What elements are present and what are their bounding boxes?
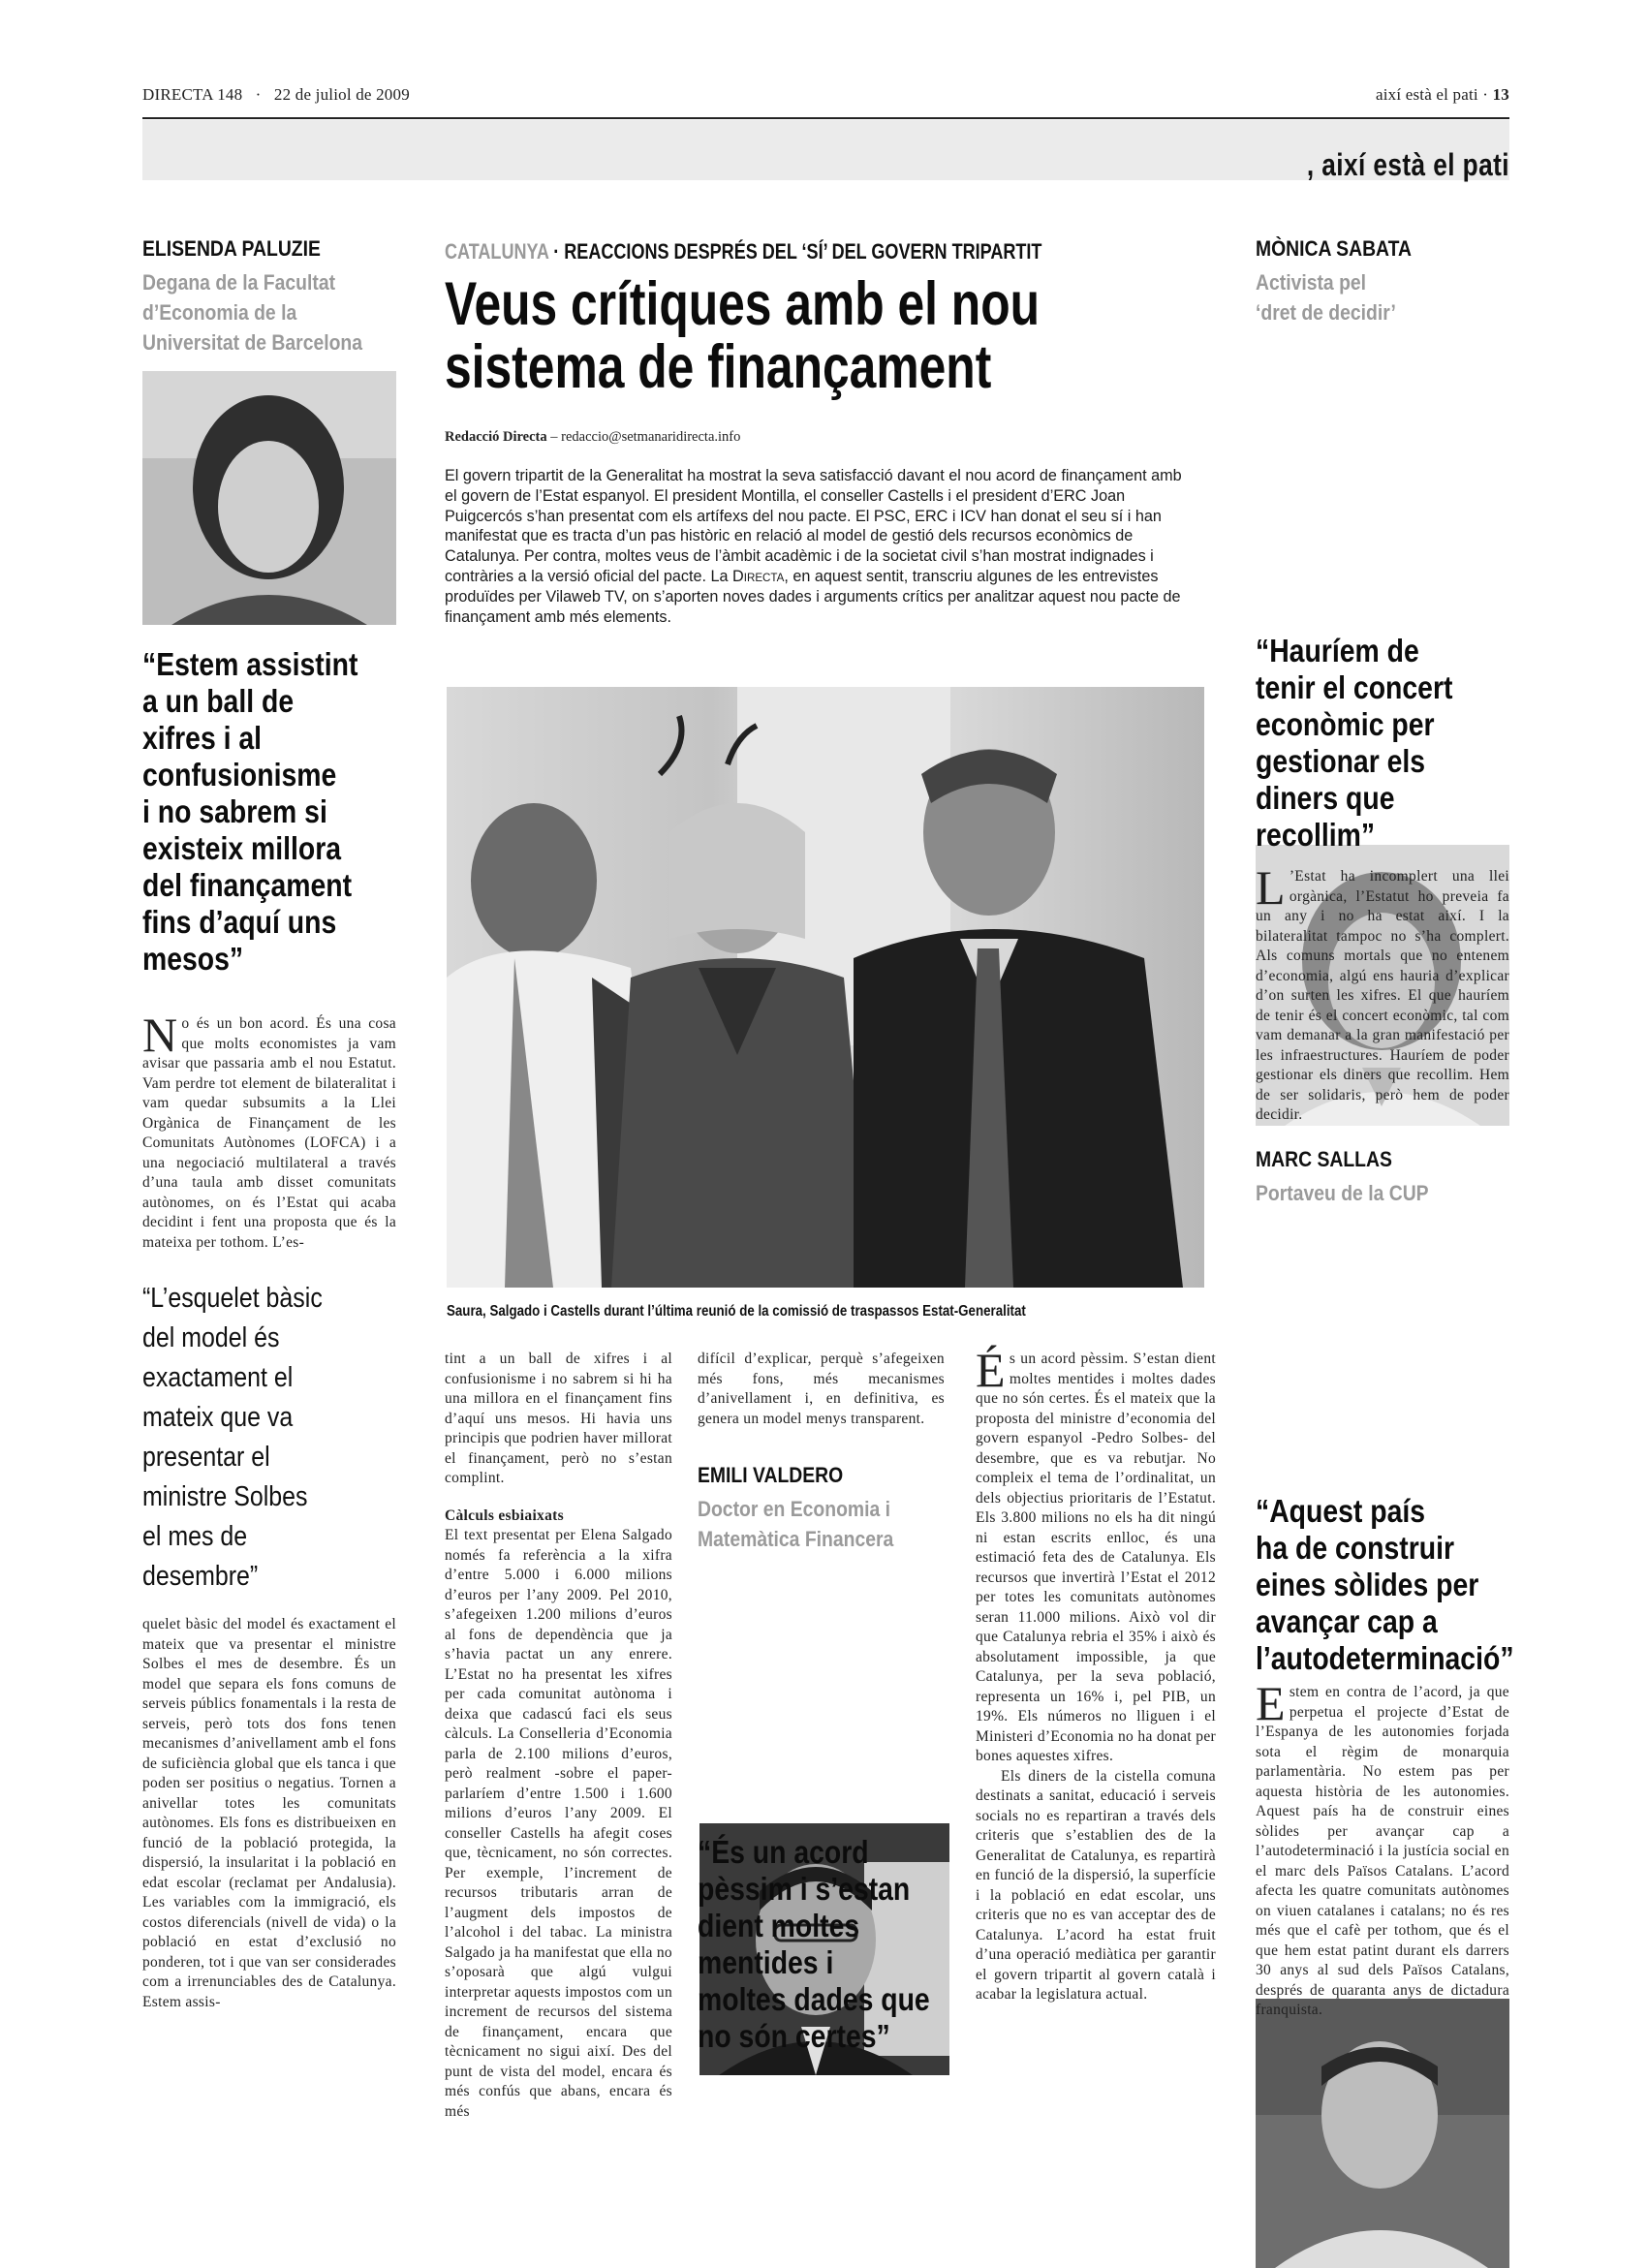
quote-line: “És un acord: [698, 1834, 869, 1870]
drop-cap: N: [142, 1008, 178, 1062]
header-rule: [142, 117, 1509, 119]
quote-line: pèssim i s’estan: [698, 1871, 911, 1907]
body-text: ’Estat ha incomplert una llei orgànica, l’Estatut ho preveia fa un any i no ha estat així. I la bilateralitat tampoc no s’ha complert. Als comuns mortals que no entenem d’economia, algú ens hauria d’explicar d’on surten les xifres. El que hauríem de tenir és el concert econòmic, tal com vam demanar a la gran manifestació per les infraestructures. Hauríem de poder gestionar els diners que recollim. Hem de ser solidaris, però hem de poder decidir.: [1256, 868, 1509, 1123]
headline-line: sistema de finançament: [445, 333, 992, 401]
quote-line: “Hauríem de: [1256, 633, 1419, 668]
body-text: Els diners de la cistella comuna destinats a sanitat, educació i serveis socials no es repartiran a través dels criteris que s’establien des de la Generalitat de Catalunya, es repartirà en funció de la dispersió, la superfície i la població en edat escolar, uns criteris que no es van acceptar des de Catalunya. L’acord ha estat fruit d’una operació mediàtica per garantir el govern tripartit al govern català i acabar la legislatura actual.: [976, 1767, 1216, 2003]
interviewee-name: EMILI VALDERO: [698, 1463, 844, 1487]
headline-line: Veus crítiques amb el nou: [445, 270, 1041, 338]
kicker-region: CATALUNYA: [445, 239, 549, 264]
interviewee-role: [142, 267, 366, 357]
quote-line: existeix millora: [142, 830, 342, 866]
quote-line: mentides i: [698, 1944, 834, 1980]
pull-quote-sabata: [1256, 633, 1474, 854]
publication-issue: DIRECTA 148: [142, 85, 243, 104]
body-paluzie-3: [445, 1350, 672, 2122]
photo-three-politicians: [447, 687, 1204, 1288]
quote-line: “Estem assistint: [142, 646, 358, 682]
quote-line: avançar cap a: [1256, 1603, 1438, 1639]
body-paluzie-4: [698, 1350, 945, 1429]
quote-line: dient moltes: [698, 1908, 860, 1943]
role-line: Portaveu de la CUP: [1256, 1181, 1429, 1205]
drop-cap: É: [976, 1343, 1006, 1397]
quote-line: del finançament: [142, 867, 353, 903]
interview-valdero: [698, 1463, 945, 1554]
quote-line: “L’esquelet bàsic: [142, 1283, 323, 1314]
quote-line: ha de construir: [1256, 1530, 1455, 1566]
lead-text: El govern tripartit de la Generalitat ha mostrat la seva satisfacció davant el nou acord de finançament amb el govern de l’Estat espanyol. El president Montilla, el conseller Castells i el president d’ERC Joan Puigcercós s’han presentat com els artífexs del nou pacte. El PSC, ERC i ICV han donat el seu sí i han manifestat que es tracta d’un pas històric en relació al model de gestió dels recursos econòmics de Catalunya. Per contra, moltes veus de l’àmbit acadèmic i de la societat civil s’han mostrat indignades i contràries a la versió oficial del pacte. La: [445, 466, 1182, 585]
photo-caption: Saura, Salgado i Castells durant l’última reunió de la comissió de traspassos Estat-Generalitat: [447, 1303, 1026, 1320]
interview-paluzie: [142, 236, 396, 357]
interviewee-name: ELISENDA PALUZIE: [142, 236, 321, 261]
body-paluzie-2: [142, 1615, 396, 2012]
portrait-image: [142, 371, 396, 625]
quote-line: xifres i al: [142, 720, 263, 756]
quote-line: no són certes”: [698, 2018, 890, 2054]
interviewee-role: [1256, 1178, 1479, 1208]
quote-line: a un ball de: [142, 683, 295, 719]
pull-quote-paluzie: [142, 646, 360, 978]
byline: [445, 429, 740, 446]
role-line: Doctor en Economia i: [698, 1497, 891, 1521]
section-title: , així està el pati: [1306, 147, 1509, 182]
body-text: stem en contra de l’acord, ja que perpetua el projecte d’Estat de l’Espanya de les autonomies forjada sota el règim de monarquia parlamentària. No estem pas per aquesta història de les autonomies. Aquest país ha de construir eines sòlides per avançar cap a l’autodeterminació i la justícia social en el marc dels Països Catalans. L’acord afecta les quatre comunitats autònomes on viuen catalanes i catalans; no és res més que el cafè per tothom, que és el que hem estat patint durant els darrers 30 anys al sud dels Països Catalans, després de quaranta anys de dictadura franquista.: [1256, 1684, 1509, 2018]
role-line: Matemàtica Financera: [698, 1527, 894, 1551]
portrait-image: [1256, 1999, 1509, 2268]
kicker-separator: ·: [548, 239, 565, 264]
lead-paragraph: [445, 466, 1193, 627]
interviewee-name: MARC SALLAS: [1256, 1147, 1392, 1171]
body-text: o és un bon acord. És una cosa que molts economistes ja vam avisar que passaria amb el nou Estatut. Vam perdre tot element de bilateralitat i vam quedar subsumits a la Llei Orgànica de Finançament de les Comunitats Autònomes (LOFCA) i a una negociació multilateral a través d’una taula amb disset comunitats autònomes, on és l’Estat qui acaba decidint i fent una proposta que és la mateixa per tothom. L’es-: [142, 1015, 396, 1251]
role-line: d’Economia de la: [142, 300, 297, 325]
publication-name: Directa: [732, 566, 785, 585]
pull-quote-valdero: [698, 1834, 930, 2055]
body-valdero: [976, 1343, 1216, 2005]
quote-line: mateix que va: [142, 1402, 294, 1433]
folio-right: [1376, 85, 1509, 105]
folio-separator: ·: [255, 85, 262, 104]
quote-line: l’autodeterminació”: [1256, 1640, 1514, 1676]
quote-line: exactament el: [142, 1362, 294, 1393]
issue-date: 22 de juliol de 2009: [273, 85, 410, 104]
page-number: 13: [1492, 85, 1509, 104]
interview-sabata: [1256, 236, 1509, 327]
quote-line: moltes dades que: [698, 1981, 930, 2017]
quote-line: “Aquest país: [1256, 1493, 1426, 1529]
interviewee-role: [698, 1494, 915, 1554]
quote-line: gestionar els: [1256, 743, 1426, 779]
quote-line: recollim”: [1256, 817, 1376, 853]
section-band: [142, 120, 1509, 180]
role-line: Degana de la Facultat: [142, 270, 336, 295]
byline-email[interactable]: – redaccio@setmanaridirecta.info: [546, 429, 741, 445]
interview-sallas: [1256, 1147, 1509, 1208]
body-sallas: [1256, 1676, 1509, 2021]
quote-line: confusionisme: [142, 757, 337, 792]
portrait-paluzie: [142, 371, 396, 625]
drop-cap: E: [1256, 1676, 1286, 1730]
quote-line: econòmic per: [1256, 706, 1435, 742]
portrait-sallas: [1256, 1999, 1509, 2268]
body-text: s un acord pèssim. S’estan dient moltes mentides i moltes dades que no són certes. És el mateix que la proposta del ministre d’economia del govern espanyol -Pedro Solbes- del desembre, que es va rebutjar. No compleix el tema de l’ordinalitat, un dels objectius prioritaris de l’Estatut. Els 3.800 milions no els ha dit ningú ni estan escrits enlloc, és una estimació feta des de Catalunya. Els recursos que invertirà l’Estat el 2012 per totes les comunitats autònomes seran 11.000 milions. Això vol dir que Catalunya rebria el 35% i això és absolutament impossible, ja que Catalunya, per la seva població, representa un 16% i, pel PIB, un 19%. Els números no lliguen i el Ministeri d’Economia no ha donat per bones aquestes xifres.: [976, 1351, 1216, 1764]
quote-line: tenir el concert: [1256, 669, 1453, 705]
headline: [445, 270, 1041, 401]
quote-line: presentar el: [142, 1442, 270, 1473]
quote-line: i no sabrem si: [142, 793, 327, 829]
quote-line: fins d’aquí uns: [142, 904, 337, 940]
folio-separator: ·: [1482, 85, 1489, 104]
quote-line: del model és: [142, 1322, 280, 1353]
role-line: Universitat de Barcelona: [142, 330, 363, 355]
body-text: tint a un ball de xifres i al confusionisme i no sabrem si hi ha una millora en el finançament fins d’aquí uns mesos. Hi havia uns principis que podrien haver millorat el finançament, però no s’estan complint.: [445, 1351, 672, 1486]
main-photo: [447, 687, 1204, 1288]
running-section: així està el pati: [1375, 85, 1478, 104]
body-text: El text presentat per Elena Salgado només fa referència a la xifra d’entre 5.000 i 6.000 milions d’euros per l’any 2009. Pel 2010, s’afegeixen 1.200 milions d’euros al fons de dependència que ja s’havia pactat un any enrere. L’Estat no ha presentat les xifres per cada comunitat autònoma i deixa que cadascú faci els seus càlculs. La Conselleria d’Economia parla de 2.100 milions d’euros, però realment -sobre el paper- parlaríem d’entre 1.500 i 1.600 milions d’euros l’any 2009. El conseller Castells ha afegit coses que, tècnicament, no són correctes. Per exemple, l’increment de recursos tributaris arran de l’augment dels impostos de l’alcohol i del tabac. La ministra Salgado ja ha manifestat que ella no s’oposarà que algú vulgui interpretar aquests impostos com un increment de recursos del sistema de finançament, encara que tècnicament no sigui així. Des del punt de vista del model, encara és més confús que abans, encara és més: [445, 1527, 672, 2120]
quote-line: ministre Solbes: [142, 1481, 308, 1512]
quote-line: desembre”: [142, 1561, 259, 1592]
body-text: quelet bàsic del model és exactament el mateix que va presentar el ministre Solbes el mes de desembre. És un model que separa els fons comuns de serveis públics fonamentals i la resta de serveis, però tots dos fons tenen mecanismes d’anivellament amb el fons de suficiència global que els tanca i que poden ser positius o negatius. Tornen a anivellar totes les comunitats autònomes. Els fons es distribueixen en funció de la població protegida, la dispersió, la insularitat i la població en edat escolar (reclamat per Andalusia). Les variables com la immigració, els costos diferencials (nivell de vida) o la població en estat d’exclusió no ponderen, tot i que van ser considerades com a irrenunciables des de Catalunya. Estem assis-: [142, 1616, 396, 2010]
role-line: Activista pel: [1256, 270, 1367, 295]
body-text: difícil d’explicar, perquè s’afegeixen més fons, més mecanismes d’anivellament i, en definitiva, es genera un model menys transparent.: [698, 1351, 945, 1427]
pull-quote-paluzie-2: [142, 1279, 360, 1597]
folio-left: [142, 85, 410, 105]
interviewee-name: MÒNICA SABATA: [1256, 236, 1412, 261]
quote-line: eines sòlides per: [1256, 1567, 1479, 1602]
kicker-topic: REACCIONS DESPRÉS DEL ‘SÍ’ DEL GOVERN TRIPARTIT: [564, 239, 1042, 264]
lead-text: , en aquest sentit, transcriu algunes de les entrevistes produïdes per Vilaweb TV, on s’aporten noves dades i arguments crítics per analitzar aquest nou pacte de finançament amb més elements.: [445, 566, 1181, 626]
pull-quote-sallas: [1256, 1493, 1514, 1677]
byline-author: Redacció Directa: [445, 429, 547, 445]
drop-cap: L: [1256, 860, 1286, 915]
quote-line: diners que: [1256, 780, 1395, 816]
quote-line: mesos”: [142, 941, 244, 977]
article-kicker: [445, 239, 1041, 264]
quote-line: el mes de: [142, 1521, 248, 1552]
body-paluzie-1: [142, 1008, 396, 1253]
role-line: ‘dret de decidir’: [1256, 300, 1396, 325]
subhead: Càlculs esbiaixats: [445, 1507, 564, 1524]
interviewee-role: [1256, 267, 1479, 327]
body-sabata: [1256, 860, 1509, 1126]
